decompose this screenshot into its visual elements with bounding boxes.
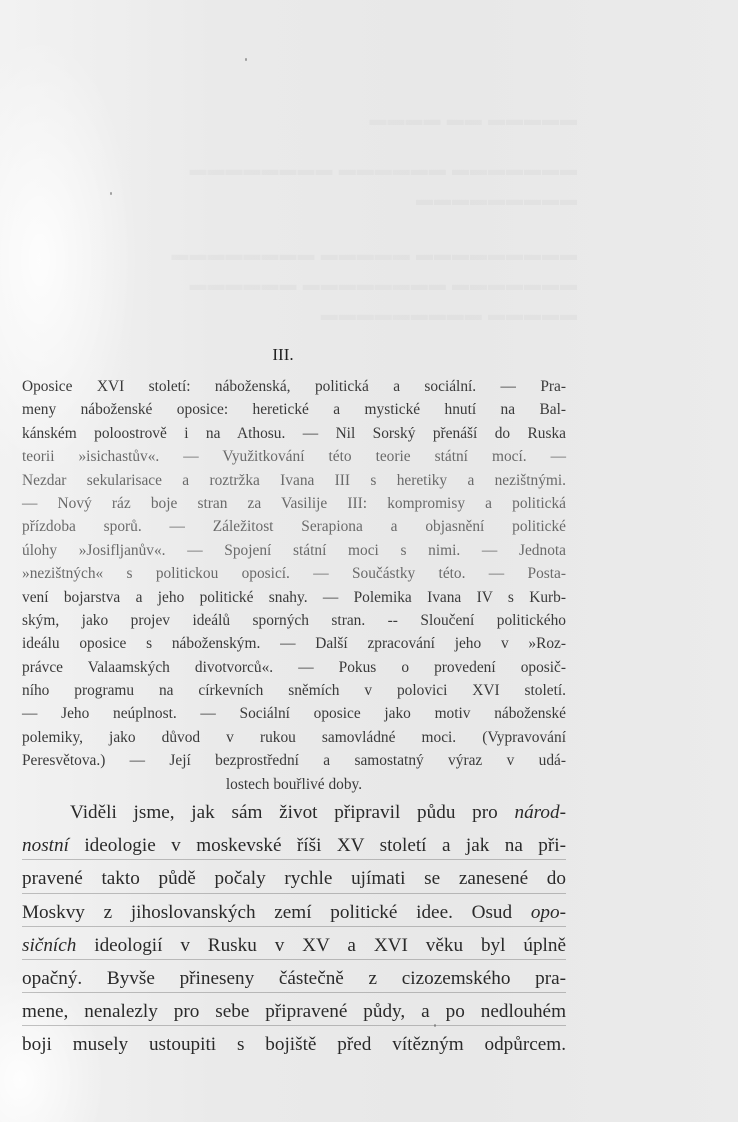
body-line <box>22 995 566 1028</box>
summary-line: lostech bouřlivé doby. <box>225 775 363 793</box>
body-text-span: Moskvy z jihoslovanských zemí politické idee. Osud <box>22 901 531 923</box>
body-paragraph <box>22 796 566 1062</box>
body-line <box>22 1028 566 1061</box>
body-line <box>22 929 566 962</box>
body-text-span: ideologií v Rusku v XV a XVI věku byl úplně <box>76 934 566 956</box>
summary-line: přízdoba sporů. — Záležitost Serapiona a objasnění politické <box>22 518 566 536</box>
summary-line: Oposice XVI století: náboženská, politická a sociální. — Pra- <box>22 378 566 395</box>
bleed-through-text: ▬▬▬▬▬▬▬▬ ▬▬▬▬▬ ▬▬▬▬▬▬▬▬▬ <box>171 245 578 264</box>
body-text-span: pravené takto půdě počaly rychle ujímati se zanesené do <box>22 868 566 890</box>
summary-line: polemiky, jako důvod v rukou samovládné moci. (Vypravování <box>22 728 566 746</box>
summary-line: — Nový ráz boje stran za Vasilije III: kompromisy a politická <box>22 494 566 512</box>
summary-line: právce Valaamských divotvorců«. — Pokus o provedení oposič- <box>22 658 566 676</box>
summary-line: »nezištných« s politickou oposicí. — Součástky této. — Posta- <box>22 565 566 583</box>
bleed-through-text: ▬▬▬▬▬▬▬▬ ▬▬▬▬▬▬ ▬▬▬▬▬▬▬ <box>189 160 578 179</box>
bleed-through-text: ▬▬▬▬▬▬▬▬▬ <box>416 190 578 209</box>
italic-term: opo- <box>530 901 566 923</box>
chapter-summary <box>22 375 566 796</box>
summary-line: — Jeho neúplnost. — Sociální oposice jako motiv náboženské <box>22 705 566 723</box>
italic-term: nostní <box>22 835 69 857</box>
paper-speck <box>110 192 112 195</box>
body-line <box>22 829 566 862</box>
body-text-span: Viděli jsme, jak sám život připravil půdu pro <box>70 802 515 823</box>
bleed-through-text: ▬▬▬▬▬▬▬▬▬ ▬▬▬▬▬ <box>320 305 578 324</box>
summary-line: ního programu na církevních sněmích v polovici XVI století. <box>22 682 566 700</box>
summary-line: úlohy »Josifljanův«. — Spojení státní moci s nimi. — Jednota <box>22 541 566 559</box>
summary-line: ským, jako projev ideálů sporných stran. -- Sloučení politického <box>22 611 566 629</box>
body-text-span: opačný. Byvše přineseny částečně z cizozemského pra- <box>22 967 566 989</box>
italic-term: národ- <box>514 802 566 823</box>
paper-speck <box>245 58 247 61</box>
bleed-through-text: ▬▬▬▬▬▬ ▬▬▬▬▬▬▬▬ ▬▬▬▬▬▬▬ <box>189 275 578 294</box>
italic-term: sičních <box>22 934 77 956</box>
body-line <box>22 796 566 829</box>
body-text-span: boji musely ustoupiti s bojiště před vítězným odpůrcem. <box>22 1034 566 1056</box>
bleed-through-text: ▬▬▬▬ ▬▬ ▬▬▬▬▬ <box>369 110 578 129</box>
body-text-span: ideologie v moskevské říši XV století a jak na při- <box>68 835 566 857</box>
summary-line: Nezdar sekularisace a roztržka Ivana III s heretiky a nezištnými. <box>22 471 566 489</box>
body-line <box>22 862 566 895</box>
body-line <box>22 896 566 929</box>
summary-line: Peresvětova.) — Její bezprostřední a samostatný výraz v udá- <box>22 752 566 770</box>
chapter-heading: III. <box>272 345 294 364</box>
body-line <box>22 962 566 995</box>
summary-line: vení bojarstva a jeho politické snahy. — Polemika Ivana IV s Kurb- <box>22 588 566 606</box>
summary-line: teorii »isichastův«. — Využitkování této teorie státní mocí. — <box>22 448 566 466</box>
body-text-span: mene, nenalezly pro sebe připravené půdy, a po nedlouhém <box>22 1001 566 1023</box>
summary-line: kánském poloostrově i na Athosu. — Nil Sorský přenáší do Ruska <box>22 424 566 442</box>
summary-line: ideálu oposice s náboženským. — Další zpracování jeho v »Roz- <box>22 635 566 653</box>
summary-line: meny náboženské oposice: heretické a mystické hnutí na Bal- <box>22 401 566 419</box>
